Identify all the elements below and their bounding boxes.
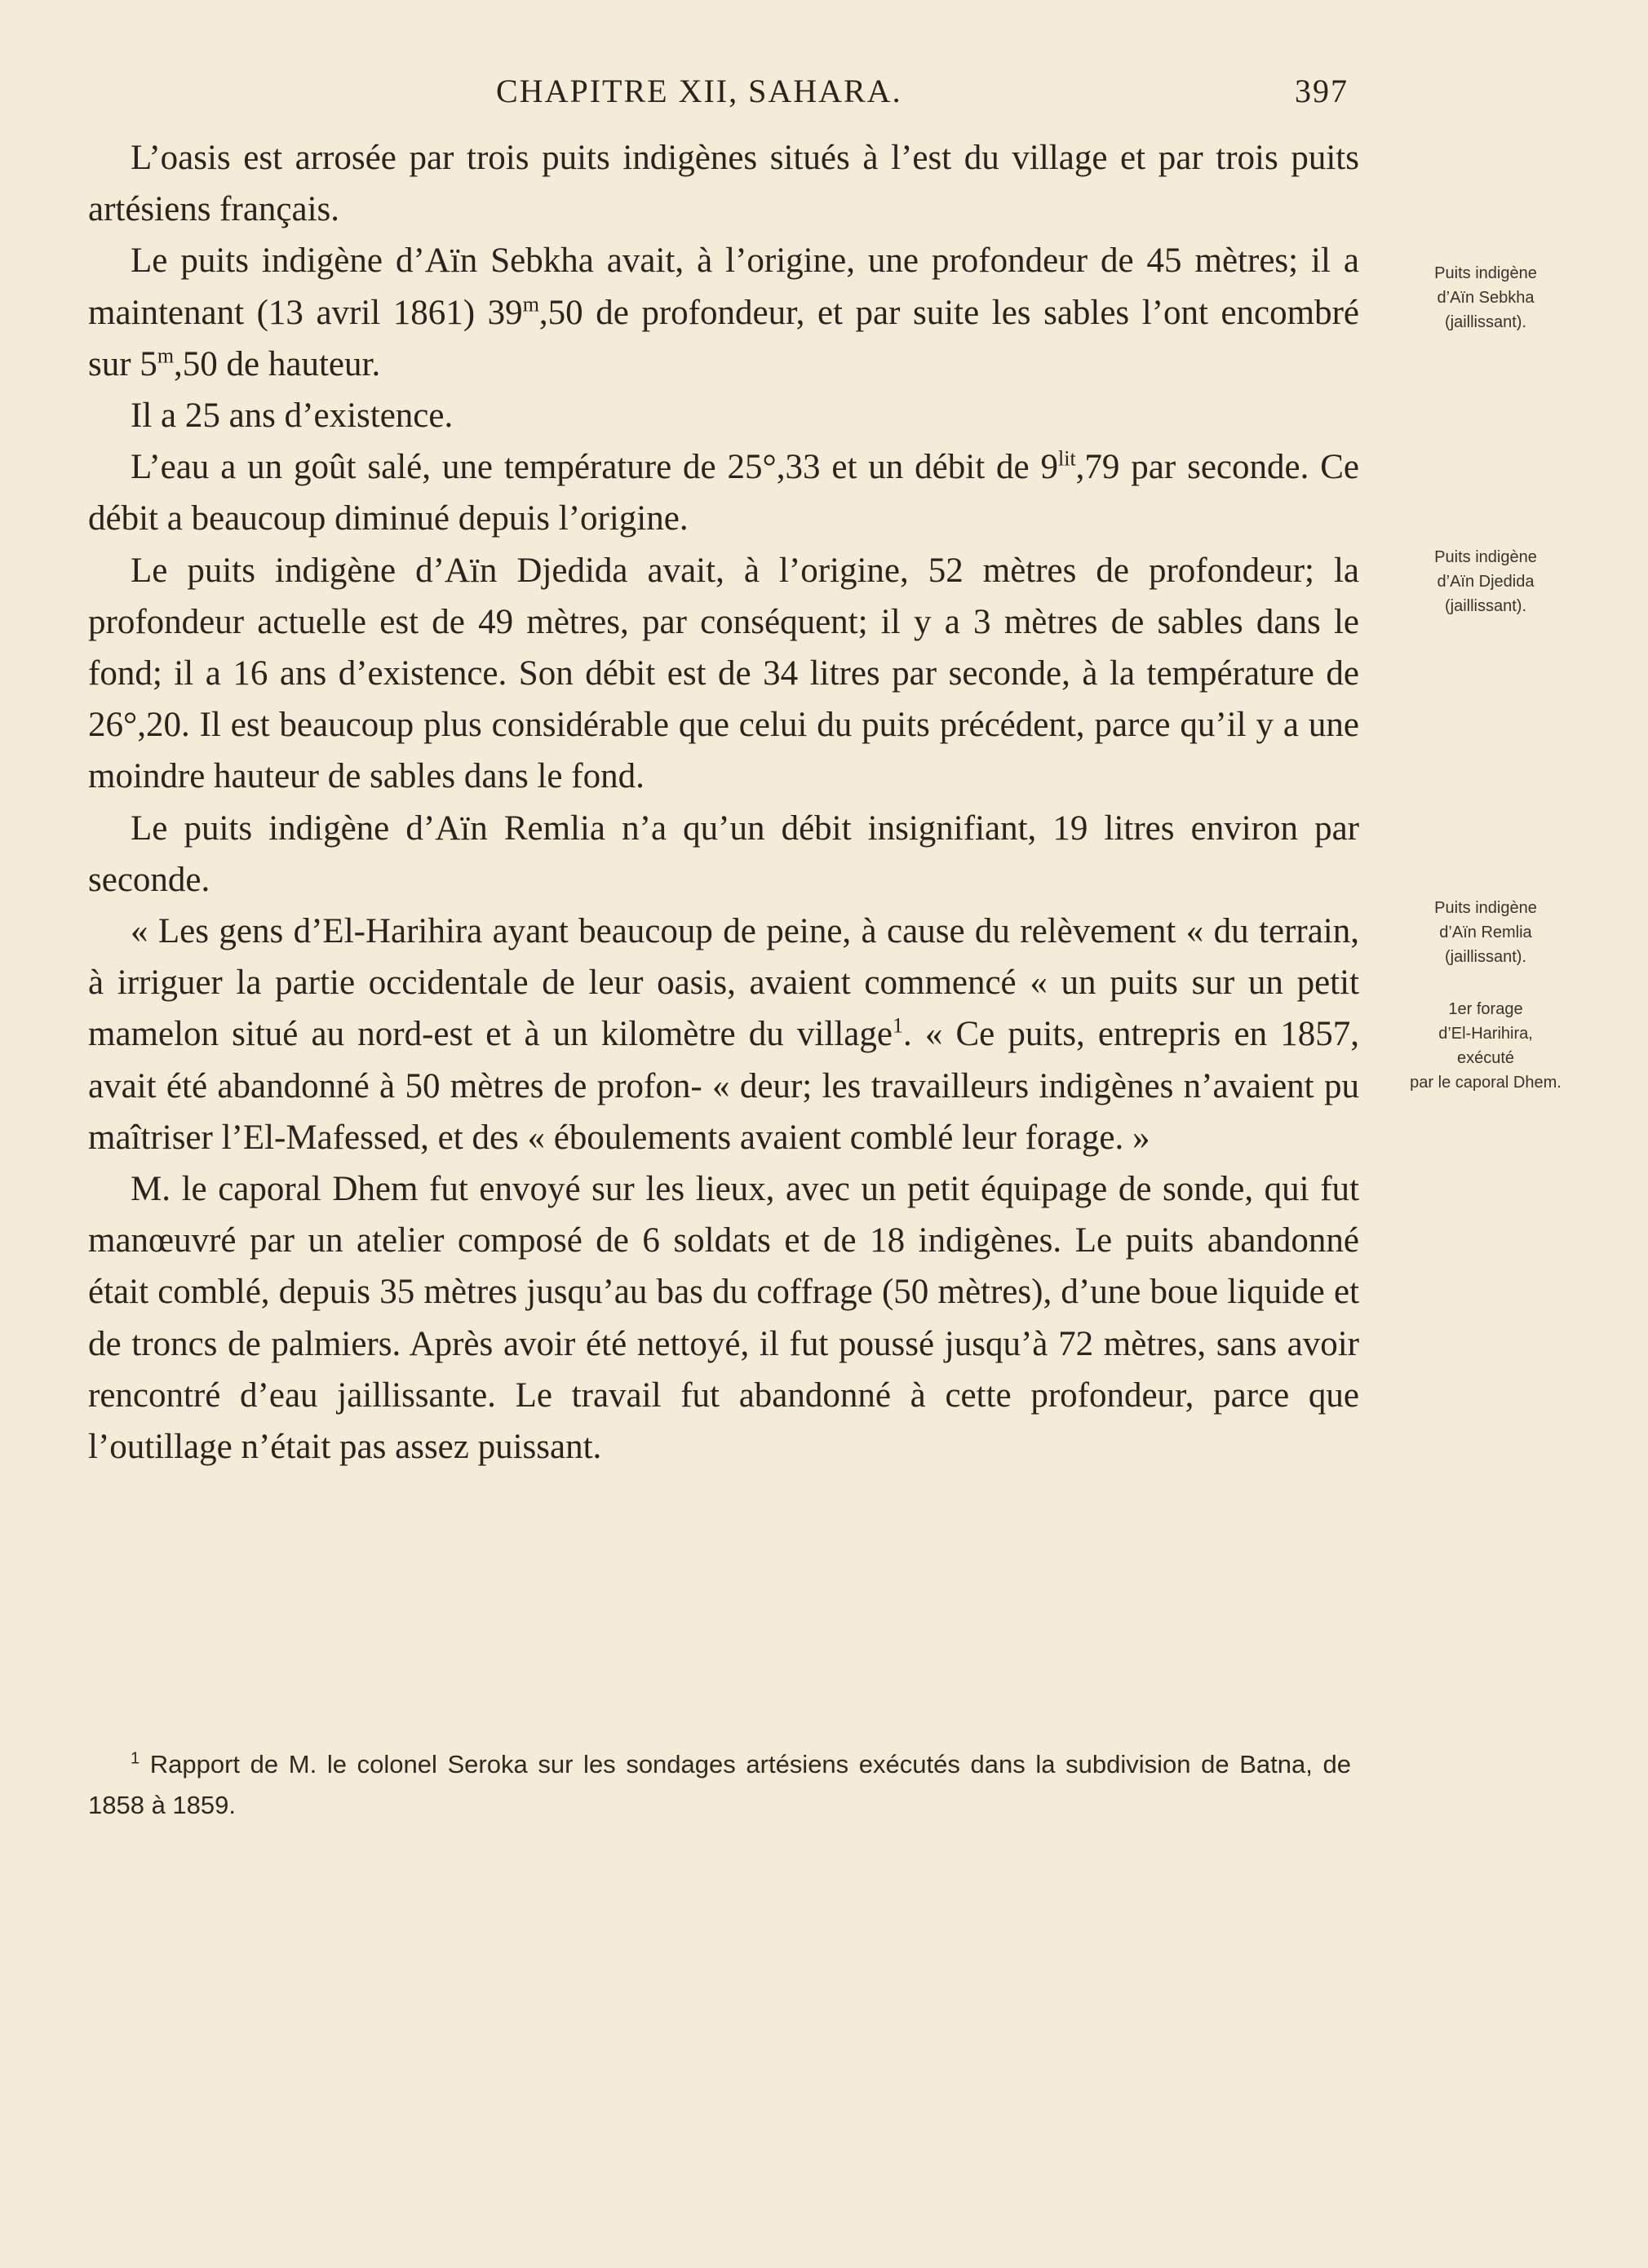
superscript: m xyxy=(522,292,539,317)
footnote-text: Rapport de M. le colonel Seroka sur les sondages artésiens exécutés dans la subdivision de Batna, de 1858 à 1859. xyxy=(88,1750,1351,1819)
paragraph: L’eau a un goût salé, une température de 25°,33 et un débit de $9^{lit},79$ par seconde. Ce débit a beaucoup diminué depuis l’origine. xyxy=(88,446,1359,538)
margin-note-ain-remlia: Puits indigène d’Aïn Remlia (jaillissant). xyxy=(1434,899,1537,966)
paragraph: Le puits indigène d’Aïn Djedida avait, à l’origine, 52 mètres de profondeur; la profondeur actuelle est de 49 mètres, par conséquent; il y a 3 mètres de sables dans le fond; il a 16 ans d’existence. Son débit est de 34 litres par seconde, à la température de 26°,20. Il est beaucoup plus considérable que celui du puits précédent, parce qu’il y a une moindre hauteur de sables dans le fond. xyxy=(88,551,1359,796)
footnote xyxy=(88,1744,1351,1826)
paragraph: Il a 25 ans d’existence. xyxy=(131,396,454,436)
quotation-paragraph: « Les gens d’El-Harihira ayant beaucoup de peine, à cause du relèvement « du terrain, à irriguer la partie occidentale de leur oasis, avaient commencé « un puits sur un petit mamelon situé au nord-est et à un kilomètre du village$^1$. « Ce puits, entrepris en 1857, avait été abandonné à 50 mètres de profon- « deur; les travailleurs indigènes n’avaient pu maîtriser l’El-Mafessed, et des « éboulements avaient comblé leur forage. » xyxy=(88,912,1360,1157)
main-text xyxy=(88,132,1359,1473)
superscript: lit xyxy=(1058,446,1076,471)
paragraph: M. le caporal Dhem fut envoyé sur les lieux, avec un petit équipage de sonde, qui fut manœuvré par un atelier composé de 6 soldats et de 18 indigènes. Le puits abandonné était comblé, depuis 35 mètres jusqu’au bas du coffrage (50 mètres), d’une boue liquide et de troncs de palmiers. Après avoir été nettoyé, il fut poussé jusqu’à 72 mètres, sans avoir rencontré d’eau jaillissante. Le travail fut abandonné à cette profondeur, parce que l’outillage n’était pas assez puissant. xyxy=(88,1170,1359,1467)
footnote-reference: 1 xyxy=(892,1014,903,1039)
paragraph: Le puits indigène d’Aïn Remlia n’a qu’un débit insignifiant, 19 litres environ par seconde. xyxy=(88,808,1359,899)
margin-note-ain-djedida: Puits indigène d’Aïn Djedida (jaillissant). xyxy=(1434,548,1537,615)
superscript: m xyxy=(157,343,175,368)
paragraph: Le puits indigène d’Aïn Sebkha avait, à l’origine, une profondeur de 45 mètres; il a maintenant (13 avril 1861) 39$^m$,50 de profondeur, et par suite les sables l’ont encombré sur 5$^m$,50 de hauteur. xyxy=(88,241,1359,383)
page-number: 397 xyxy=(1295,73,1349,109)
footnote-marker: 1 xyxy=(131,1749,140,1768)
margin-note-ain-sebkha: Puits indigène d’Aïn Sebkha (jaillissant). xyxy=(1434,264,1537,331)
chapter-title: CHAPITRE XII, SAHARA. xyxy=(496,73,902,109)
margin-note-el-harihira: 1er forage d’El-Harihira, exécuté par le caporal Dhem. xyxy=(1410,1000,1562,1092)
running-head xyxy=(88,72,1349,121)
paragraph: L’oasis est arrosée par trois puits indigènes situés à l’est du village et par trois puits artésiens français. xyxy=(88,139,1359,229)
